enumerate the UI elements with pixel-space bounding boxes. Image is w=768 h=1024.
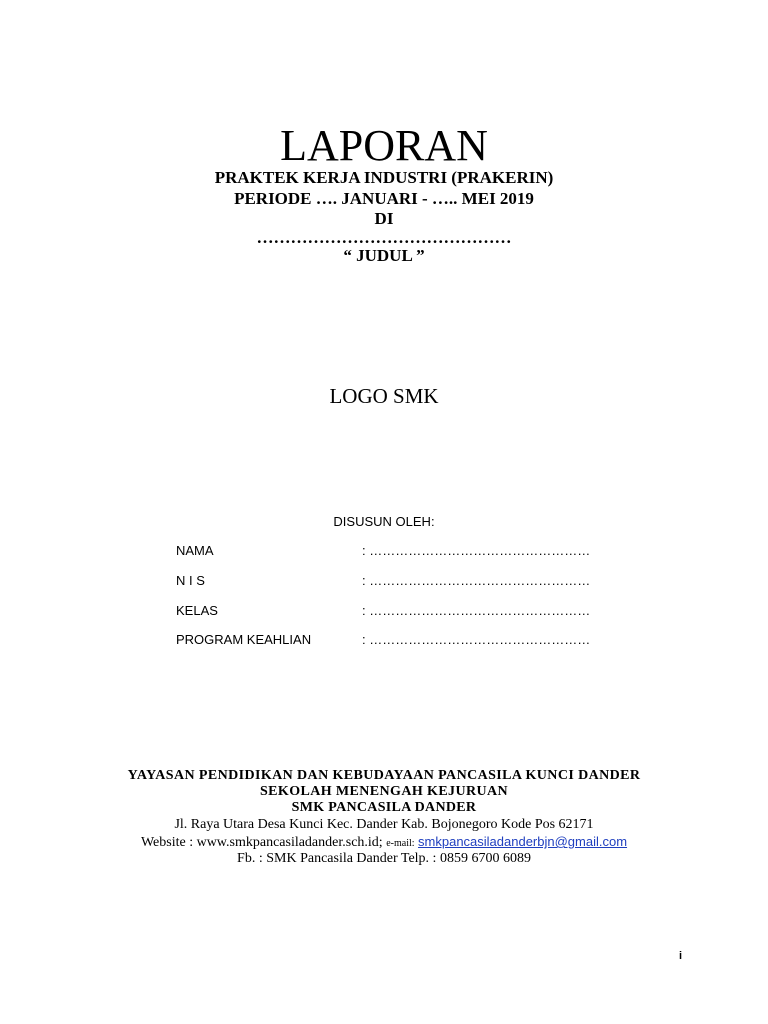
field-label: NAMA xyxy=(176,543,214,558)
field-value: : …………………………………………… xyxy=(362,603,591,618)
footer-email-label: e-mail: xyxy=(386,838,415,849)
subtitle-judul: “ JUDUL ” xyxy=(343,246,425,265)
page-number: i xyxy=(679,950,683,962)
field-label: KELAS xyxy=(176,603,218,618)
footer-school-name: SMK PANCASILA DANDER xyxy=(291,800,477,815)
footer-facebook-phone: Fb. : SMK Pancasila Dander Telp. : 0859 6700 6089 xyxy=(237,851,531,866)
field-value: : …………………………………………… xyxy=(362,573,591,588)
document-title: LAPORAN xyxy=(280,121,488,170)
footer-foundation: YAYASAN PENDIDIKAN DAN KEBUDAYAAN PANCASILA KUNCI DANDER xyxy=(127,768,641,783)
field-value: : …………………………………………… xyxy=(362,543,591,558)
footer-address: Jl. Raya Utara Desa Kunci Kec. Dander Kab. Bojonegoro Kode Pos 62171 xyxy=(174,817,594,832)
footer-school-type: SEKOLAH MENENGAH KEJURUAN xyxy=(259,784,509,799)
field-label: N I S xyxy=(176,573,205,588)
footer-website: Website : www.smkpancasiladander.sch.id; xyxy=(140,835,383,850)
subtitle-di: DI xyxy=(374,209,394,228)
prepared-by-heading: DISUSUN OLEH: xyxy=(333,514,435,529)
subtitle-periode: PERIODE …. JANUARI - ….. MEI 2019 xyxy=(234,189,534,208)
subtitle-prakerin: PRAKTEK KERJA INDUSTRI (PRAKERIN) xyxy=(214,168,554,187)
field-value: : …………………………………………… xyxy=(362,632,591,647)
logo-placeholder: LOGO SMK xyxy=(329,384,439,408)
subtitle-location-placeholder: ……………………………………… xyxy=(256,228,512,247)
footer-email-link[interactable]: smkpancasiladanderbjn@gmail.com xyxy=(418,834,628,849)
field-label: PROGRAM KEAHLIAN xyxy=(176,632,312,647)
